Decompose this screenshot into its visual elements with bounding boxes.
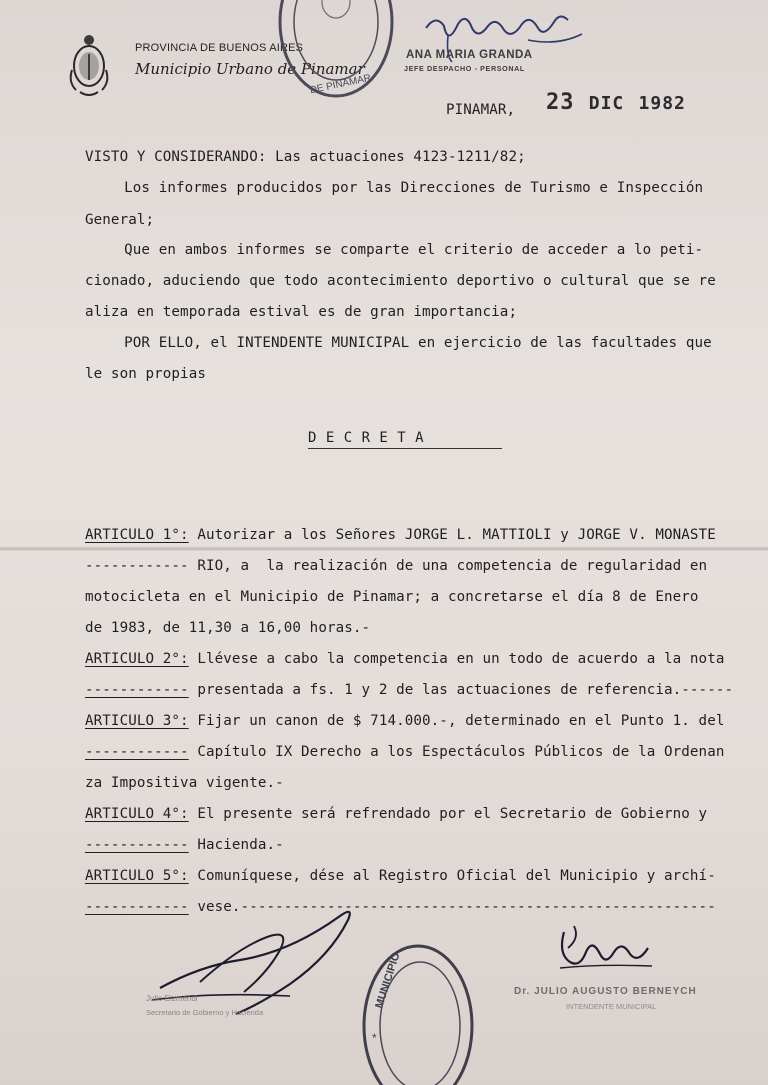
preamble-line-2: Los informes producidos por las Direcciones de Turismo e Inspección <box>55 180 704 196</box>
article-5-dashes: ------------ <box>85 899 189 915</box>
decreta-heading: D E C R E T A <box>308 430 425 446</box>
article-2-label: ARTICULO 2°: <box>85 651 189 667</box>
date-day: 23 <box>546 90 575 115</box>
secretary-name: Julio Eizmendi <box>146 994 198 1003</box>
article-1-line-3: motocicleta en el Municipio de Pinamar; a concretarse el día 8 de Enero <box>85 589 699 605</box>
decreta-underline <box>308 448 502 449</box>
preamble-line-6: aliza en temporada estival es de gran importancia; <box>85 304 518 320</box>
article-3-dashes: ------------ <box>85 744 189 760</box>
preamble-line-1: VISTO Y CONSIDERANDO: Las actuaciones 4123-1211/82; <box>85 149 526 165</box>
article-2-line-1 <box>85 651 724 667</box>
intendente-name: Dr. JULIO AUGUSTO BERNEYCH <box>514 986 697 997</box>
preamble-line-5: cionado, aduciendo que todo acontecimiento deportivo o cultural que se re <box>85 273 716 289</box>
signature-secretary <box>140 896 370 1026</box>
article-1-line-4: de 1983, de 11,30 a 16,00 horas.- <box>85 620 371 636</box>
article-5-line-1 <box>85 868 716 884</box>
preamble-line-7: POR ELLO, el INTENDENTE MUNICIPAL en ejercicio de las facultades que <box>55 335 712 351</box>
article-1-line-1 <box>85 527 716 543</box>
article-2-text-1: Llévese a cabo la competencia en un todo de acuerdo a la nota <box>188 651 725 667</box>
coat-of-arms-icon <box>66 30 112 100</box>
article-2-line-2 <box>85 682 733 698</box>
article-3-line-3: za Impositiva vigente.- <box>85 775 284 791</box>
article-5-text-2: vese.------------------------------------------------------- <box>188 899 716 915</box>
article-4-dashes: ------------ <box>85 837 189 853</box>
article-1-text-1: Autorizar a los Señores JORGE L. MATTIOLI y JORGE V. MONASTE <box>188 527 716 543</box>
paper-fold-crease <box>0 546 768 552</box>
svg-text:MUNICIPIO: MUNICIPIO <box>373 951 403 1010</box>
place-label: PINAMAR, <box>446 102 516 118</box>
article-2-dashes: ------------ <box>85 682 189 698</box>
intendente-title: INTENDENTE MUNICIPAL <box>566 1002 657 1011</box>
municipal-seal-top <box>276 0 396 102</box>
preamble-line-4: Que en ambos informes se comparte el criterio de acceder a lo peti- <box>55 242 704 258</box>
article-3-text-1: Fijar un canon de $ 714.000.-, determinado en el Punto 1. del <box>188 713 725 729</box>
article-4-text-1: El presente será refrendado por el Secretario de Gobierno y <box>188 806 708 822</box>
article-3-line-1 <box>85 713 724 729</box>
article-1-label: ARTICULO 1°: <box>85 527 189 543</box>
article-4-label: ARTICULO 4°: <box>85 806 189 822</box>
province-heading: PROVINCIA DE BUENOS AIRES <box>135 42 304 54</box>
article-3-label: ARTICULO 3°: <box>85 713 189 729</box>
stamp-title: JEFE DESPACHO - PERSONAL <box>404 64 525 73</box>
article-5-label: ARTICULO 5°: <box>85 868 189 884</box>
article-4-line-1 <box>85 806 707 822</box>
article-4-line-2 <box>85 837 284 853</box>
article-3-text-2: Capítulo IX Derecho a los Espectáculos Públicos de la Ordenan <box>188 744 725 760</box>
stamp-name: ANA MARIA GRANDA <box>406 49 533 61</box>
date-stamp <box>546 90 686 115</box>
municipal-seal-bottom <box>358 930 488 1085</box>
secretary-title: Secretario de Gobierno y Hacienda <box>146 1008 264 1017</box>
article-1-line-2: ------------ RIO, a la realización de una competencia de regularidad en <box>85 558 708 574</box>
article-5-text-1: Comuníquese, dése al Registro Oficial del Municipio y archí- <box>188 868 716 884</box>
preamble-line-8: le son propias <box>85 366 206 382</box>
article-2-text-2: presentada a fs. 1 y 2 de las actuaciones de referencia.------ <box>188 682 734 698</box>
preamble-line-3: General; <box>85 212 155 228</box>
date-year: 1982 <box>638 93 686 114</box>
article-3-line-2 <box>85 744 724 760</box>
svg-text:DE PINAMAR: DE PINAMAR <box>308 72 373 97</box>
date-month: DIC <box>588 93 625 114</box>
svg-text:*: * <box>372 1031 377 1045</box>
municipality-heading: Municipio Urbano de Pinamar <box>135 60 365 78</box>
article-4-text-2: Hacienda.- <box>188 837 284 853</box>
